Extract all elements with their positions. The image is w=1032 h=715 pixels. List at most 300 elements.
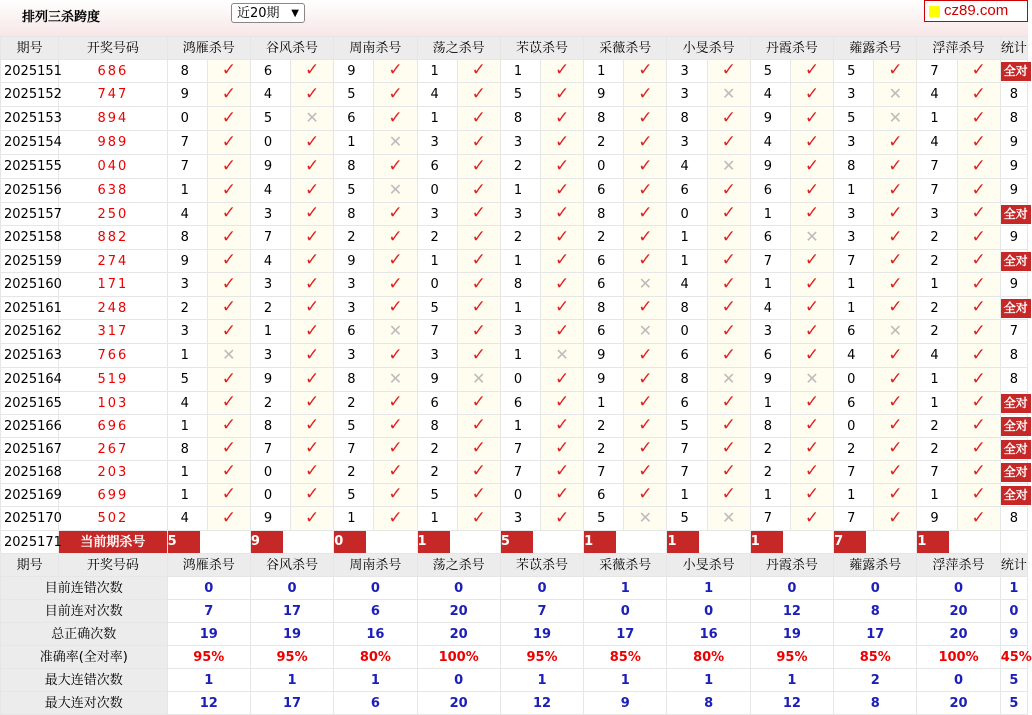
table-row — [1, 131, 1028, 155]
kill-number: 0 — [667, 320, 707, 344]
kill-number: 1 — [917, 273, 957, 297]
column-header: 丹霞杀号 — [750, 37, 833, 60]
stat-value: 2 — [834, 669, 917, 692]
correct-mark — [624, 60, 667, 83]
check-icon: ✓ — [638, 60, 653, 80]
row-total — [1000, 155, 1027, 179]
check-icon: ✓ — [554, 155, 570, 176]
kill-number: 8 — [584, 297, 624, 320]
kill-number: 1 — [167, 484, 207, 507]
check-icon: ✓ — [388, 107, 403, 128]
row-total — [1000, 60, 1027, 83]
check-icon: ✓ — [305, 297, 320, 317]
correct-count: 8 — [1009, 111, 1018, 126]
kill-number: 6 — [417, 155, 457, 179]
kill-number: 9 — [417, 368, 457, 392]
stat-value: 80% — [334, 646, 417, 669]
correct-mark — [540, 203, 583, 226]
period-id: 2025167 — [1, 438, 59, 461]
cross-icon: ✕ — [638, 321, 653, 340]
correct-mark — [624, 438, 667, 461]
row-total — [1000, 83, 1027, 107]
check-icon: ✓ — [888, 507, 903, 528]
check-icon: ✓ — [221, 297, 236, 317]
draw-number: 989 — [59, 131, 167, 155]
stats-row — [1, 692, 1028, 715]
kill-number: 2 — [917, 250, 957, 273]
kill-number: 9 — [584, 368, 624, 392]
column-header: 蕹露杀号 — [834, 37, 917, 60]
row-total — [1000, 273, 1027, 297]
stat-value: 0 — [917, 669, 1000, 692]
stat-value: 0 — [750, 577, 833, 600]
correct-mark — [790, 392, 833, 415]
kill-number: 8 — [334, 155, 374, 179]
correct-mark — [874, 250, 917, 273]
kill-number: 1 — [167, 179, 207, 203]
kill-number: 6 — [584, 179, 624, 203]
correct-mark — [957, 250, 1000, 273]
kill-number: 1 — [167, 461, 207, 484]
check-icon: ✓ — [305, 344, 320, 365]
kill-number: 2 — [584, 226, 624, 250]
correct-mark — [540, 507, 583, 531]
check-icon: ✓ — [471, 461, 486, 481]
check-icon: ✓ — [888, 461, 903, 481]
period-id: 2025155 — [1, 155, 59, 179]
draw-number: 250 — [59, 203, 167, 226]
correct-mark — [790, 203, 833, 226]
check-icon: ✓ — [471, 179, 486, 200]
kill-number: 4 — [167, 392, 207, 415]
correct-mark — [291, 392, 334, 415]
site-logo[interactable] — [924, 0, 1028, 22]
correct-mark — [790, 507, 833, 531]
check-icon: ✓ — [638, 461, 653, 481]
check-icon: ✓ — [554, 415, 570, 435]
kill-number: 5 — [667, 507, 707, 531]
current-kill-number: 1 — [751, 531, 783, 553]
correct-mark — [540, 297, 583, 320]
check-icon: ✓ — [804, 60, 820, 80]
correct-mark — [457, 392, 500, 415]
stat-value: 12 — [750, 600, 833, 623]
kill-number: 9 — [167, 83, 207, 107]
wrong-mark — [790, 368, 833, 392]
correct-mark — [707, 415, 750, 438]
stat-label: 最大连对次数 — [1, 692, 168, 715]
correct-mark — [874, 344, 917, 368]
kill-number: 8 — [667, 297, 707, 320]
check-icon: ✓ — [971, 484, 986, 504]
all-correct-badge: 全对 — [1001, 252, 1031, 271]
correct-mark — [624, 392, 667, 415]
stat-value: 0 — [1000, 600, 1027, 623]
correct-mark — [790, 415, 833, 438]
kill-number: 5 — [334, 83, 374, 107]
correct-mark — [957, 368, 1000, 392]
check-icon: ✓ — [888, 297, 903, 317]
kill-number: 5 — [834, 107, 874, 131]
kill-number: 1 — [417, 250, 457, 273]
correct-mark — [874, 60, 917, 83]
column-header: 小旻杀号 — [667, 554, 750, 577]
stat-value: 7 — [500, 600, 583, 623]
period-id: 2025161 — [1, 297, 59, 320]
correct-mark — [957, 438, 1000, 461]
correct-mark — [707, 250, 750, 273]
stat-value: 17 — [250, 600, 333, 623]
cross-icon: ✕ — [388, 369, 403, 388]
stat-value: 1 — [667, 577, 750, 600]
correct-mark — [291, 226, 334, 250]
check-icon: ✓ — [721, 250, 736, 270]
check-icon: ✓ — [638, 155, 653, 176]
row-total — [1000, 461, 1027, 484]
check-icon: ✓ — [221, 438, 236, 458]
kill-number: 0 — [834, 368, 874, 392]
cross-icon: ✕ — [721, 84, 736, 103]
check-icon: ✓ — [221, 507, 236, 528]
cross-icon: ✕ — [888, 84, 903, 103]
stat-value: 19 — [750, 623, 833, 646]
stat-value: 19 — [250, 623, 333, 646]
kill-number: 4 — [417, 83, 457, 107]
kill-number: 7 — [417, 320, 457, 344]
table-row — [1, 297, 1028, 320]
stat-value: 17 — [584, 623, 667, 646]
check-icon: ✓ — [638, 344, 653, 365]
check-icon: ✓ — [971, 155, 986, 176]
kill-number: 5 — [334, 484, 374, 507]
correct-mark — [624, 368, 667, 392]
check-icon: ✓ — [554, 226, 570, 247]
check-icon: ✓ — [554, 507, 570, 528]
kill-number: 1 — [417, 60, 457, 83]
kill-number: 0 — [417, 273, 457, 297]
check-icon: ✓ — [804, 484, 820, 504]
column-header: 采薇杀号 — [584, 554, 667, 577]
kill-number: 2 — [167, 297, 207, 320]
kill-number: 7 — [500, 461, 540, 484]
kill-number: 2 — [584, 131, 624, 155]
correct-mark — [291, 155, 334, 179]
cross-icon: ✕ — [388, 132, 403, 151]
kill-number: 7 — [917, 60, 957, 83]
stat-value: 19 — [167, 623, 250, 646]
period-select[interactable] — [231, 3, 305, 23]
kill-number: 1 — [500, 344, 540, 368]
check-icon: ✓ — [554, 107, 570, 128]
table-row — [1, 320, 1028, 344]
correct-mark — [874, 226, 917, 250]
kill-number: 2 — [417, 226, 457, 250]
current-kill-cell — [917, 531, 1000, 554]
correct-mark — [291, 179, 334, 203]
check-icon: ✓ — [221, 484, 236, 504]
correct-mark — [874, 179, 917, 203]
stat-value: 95% — [167, 646, 250, 669]
correct-mark — [540, 484, 583, 507]
correct-mark — [624, 131, 667, 155]
check-icon: ✓ — [221, 273, 236, 294]
wrong-mark — [707, 368, 750, 392]
correct-mark — [707, 461, 750, 484]
kill-number: 1 — [334, 507, 374, 531]
check-icon: ✓ — [388, 344, 403, 365]
kill-number: 3 — [834, 131, 874, 155]
check-icon: ✓ — [804, 273, 820, 294]
kill-number: 2 — [917, 320, 957, 344]
kill-number: 3 — [500, 203, 540, 226]
cross-icon: ✕ — [721, 508, 736, 527]
correct-mark — [457, 438, 500, 461]
check-icon: ✓ — [638, 131, 653, 152]
stat-value: 1 — [584, 669, 667, 692]
correct-mark — [374, 484, 417, 507]
kill-number: 4 — [917, 131, 957, 155]
kill-number: 0 — [834, 415, 874, 438]
kill-number: 3 — [834, 83, 874, 107]
cross-icon: ✕ — [888, 108, 903, 127]
stats-row — [1, 646, 1028, 669]
check-icon: ✓ — [888, 392, 903, 412]
check-icon: ✓ — [388, 203, 403, 223]
kill-number: 1 — [750, 484, 790, 507]
correct-mark — [540, 179, 583, 203]
draw-number: 519 — [59, 368, 167, 392]
check-icon: ✓ — [305, 507, 320, 528]
check-icon: ✓ — [221, 392, 236, 412]
check-icon: ✓ — [471, 320, 486, 341]
check-icon: ✓ — [971, 392, 986, 412]
kill-number: 9 — [917, 507, 957, 531]
stat-value: 95% — [250, 646, 333, 669]
wrong-mark — [374, 368, 417, 392]
check-icon: ✓ — [971, 273, 986, 294]
check-icon: ✓ — [305, 484, 320, 504]
kill-number: 2 — [250, 297, 290, 320]
check-icon: ✓ — [471, 392, 486, 412]
correct-mark — [957, 60, 1000, 83]
kill-number: 5 — [750, 60, 790, 83]
check-icon: ✓ — [305, 203, 320, 223]
kill-number: 6 — [584, 250, 624, 273]
correct-mark — [207, 415, 250, 438]
stat-value: 0 — [250, 577, 333, 600]
current-kill-cell — [667, 531, 750, 554]
table-row — [1, 155, 1028, 179]
kill-number: 1 — [750, 203, 790, 226]
table-row — [1, 344, 1028, 368]
row-total — [1000, 392, 1027, 415]
correct-mark — [540, 415, 583, 438]
stat-label: 总正确次数 — [1, 623, 168, 646]
check-icon: ✓ — [388, 226, 403, 247]
correct-mark — [624, 344, 667, 368]
wrong-mark — [790, 226, 833, 250]
kill-number: 0 — [667, 203, 707, 226]
cross-icon: ✕ — [555, 345, 569, 364]
kill-number: 2 — [917, 297, 957, 320]
stat-value: 1 — [750, 669, 833, 692]
draw-number: 103 — [59, 392, 167, 415]
check-icon: ✓ — [388, 273, 403, 294]
check-icon: ✓ — [471, 344, 486, 365]
check-icon: ✓ — [971, 297, 986, 317]
table-row — [1, 83, 1028, 107]
correct-mark — [790, 155, 833, 179]
stat-value: 9 — [584, 692, 667, 715]
check-icon: ✓ — [804, 392, 820, 412]
all-correct-badge: 全对 — [1001, 299, 1031, 318]
column-header: 采薇杀号 — [584, 37, 667, 60]
stat-value: 85% — [584, 646, 667, 669]
stat-value: 0 — [584, 600, 667, 623]
check-icon: ✓ — [638, 226, 653, 247]
correct-mark — [874, 131, 917, 155]
stat-value: 16 — [667, 623, 750, 646]
stat-value: 20 — [917, 623, 1000, 646]
stat-value: 100% — [417, 646, 500, 669]
check-icon: ✓ — [888, 484, 903, 504]
stat-value: 8 — [834, 600, 917, 623]
kill-number: 8 — [167, 226, 207, 250]
kill-number: 5 — [167, 368, 207, 392]
kill-number: 2 — [500, 155, 540, 179]
kill-number: 7 — [167, 155, 207, 179]
kill-number: 0 — [250, 461, 290, 484]
kill-number: 7 — [834, 507, 874, 531]
check-icon: ✓ — [471, 297, 486, 317]
check-icon: ✓ — [221, 179, 236, 200]
check-icon: ✓ — [305, 392, 320, 412]
stat-value: 17 — [250, 692, 333, 715]
check-icon: ✓ — [804, 344, 820, 365]
correct-mark — [790, 250, 833, 273]
cross-icon: ✕ — [388, 321, 403, 340]
kill-number: 1 — [500, 297, 540, 320]
all-correct-badge: 全对 — [1001, 62, 1031, 81]
check-icon: ✓ — [554, 484, 570, 504]
column-header: 蕹露杀号 — [834, 554, 917, 577]
check-icon: ✓ — [971, 320, 986, 341]
correct-mark — [374, 155, 417, 179]
correct-mark — [874, 203, 917, 226]
correct-mark — [707, 273, 750, 297]
check-icon: ✓ — [804, 83, 820, 104]
kill-number: 4 — [750, 131, 790, 155]
wrong-mark — [374, 131, 417, 155]
stat-value: 1 — [334, 669, 417, 692]
kill-number: 3 — [250, 273, 290, 297]
correct-mark — [374, 438, 417, 461]
correct-mark — [957, 131, 1000, 155]
correct-mark — [457, 344, 500, 368]
column-header: 统计 — [1000, 554, 1027, 577]
period-id: 2025151 — [1, 60, 59, 83]
kill-number: 7 — [250, 226, 290, 250]
check-icon: ✓ — [721, 179, 736, 200]
kill-number: 5 — [250, 107, 290, 131]
check-icon: ✓ — [471, 484, 486, 504]
correct-mark — [207, 273, 250, 297]
stat-value: 45% — [1000, 646, 1027, 669]
current-kill-number: 0 — [334, 531, 366, 553]
kill-number: 9 — [584, 344, 624, 368]
kill-number: 7 — [834, 250, 874, 273]
column-header: 期号 — [1, 37, 59, 60]
table-row — [1, 179, 1028, 203]
kill-number: 7 — [500, 438, 540, 461]
correct-mark — [374, 107, 417, 131]
correct-count: 8 — [1009, 348, 1018, 363]
kill-number: 5 — [667, 415, 707, 438]
kill-number: 1 — [167, 415, 207, 438]
stat-value: 0 — [334, 577, 417, 600]
check-icon: ✓ — [554, 273, 570, 294]
stat-value: 0 — [167, 577, 250, 600]
correct-mark — [790, 344, 833, 368]
correct-mark — [291, 461, 334, 484]
kill-number: 3 — [334, 297, 374, 320]
column-header: 浮萍杀号 — [917, 554, 1000, 577]
correct-mark — [707, 320, 750, 344]
kill-number: 4 — [917, 83, 957, 107]
stat-value: 12 — [167, 692, 250, 715]
period-id: 2025160 — [1, 273, 59, 297]
check-icon: ✓ — [721, 107, 736, 128]
correct-mark — [207, 461, 250, 484]
kill-number: 8 — [584, 203, 624, 226]
check-icon: ✓ — [971, 344, 986, 365]
kill-number: 3 — [334, 273, 374, 297]
check-icon: ✓ — [638, 438, 653, 458]
period-id: 2025170 — [1, 507, 59, 531]
correct-mark — [707, 392, 750, 415]
correct-mark — [457, 226, 500, 250]
table-header-row — [1, 37, 1028, 60]
correct-mark — [207, 226, 250, 250]
correct-mark — [291, 250, 334, 273]
kill-number: 1 — [667, 250, 707, 273]
check-icon: ✓ — [305, 438, 320, 458]
stat-value: 16 — [334, 623, 417, 646]
correct-mark — [374, 60, 417, 83]
kill-number: 8 — [167, 438, 207, 461]
stat-value: 1 — [667, 669, 750, 692]
wrong-mark — [624, 273, 667, 297]
cross-icon: ✕ — [721, 369, 736, 388]
table-row — [1, 507, 1028, 531]
kill-number: 2 — [417, 438, 457, 461]
cross-icon: ✕ — [888, 321, 903, 340]
kill-number: 1 — [417, 507, 457, 531]
kill-number: 5 — [417, 297, 457, 320]
stats-row — [1, 623, 1028, 646]
kill-number: 1 — [834, 273, 874, 297]
check-icon: ✓ — [721, 203, 736, 223]
stat-value: 80% — [667, 646, 750, 669]
stat-value: 19 — [500, 623, 583, 646]
correct-mark — [707, 297, 750, 320]
correct-mark — [457, 250, 500, 273]
check-icon: ✓ — [888, 250, 903, 270]
kill-number: 6 — [834, 392, 874, 415]
kill-number: 4 — [167, 507, 207, 531]
stat-value: 6 — [334, 692, 417, 715]
wrong-mark — [624, 320, 667, 344]
